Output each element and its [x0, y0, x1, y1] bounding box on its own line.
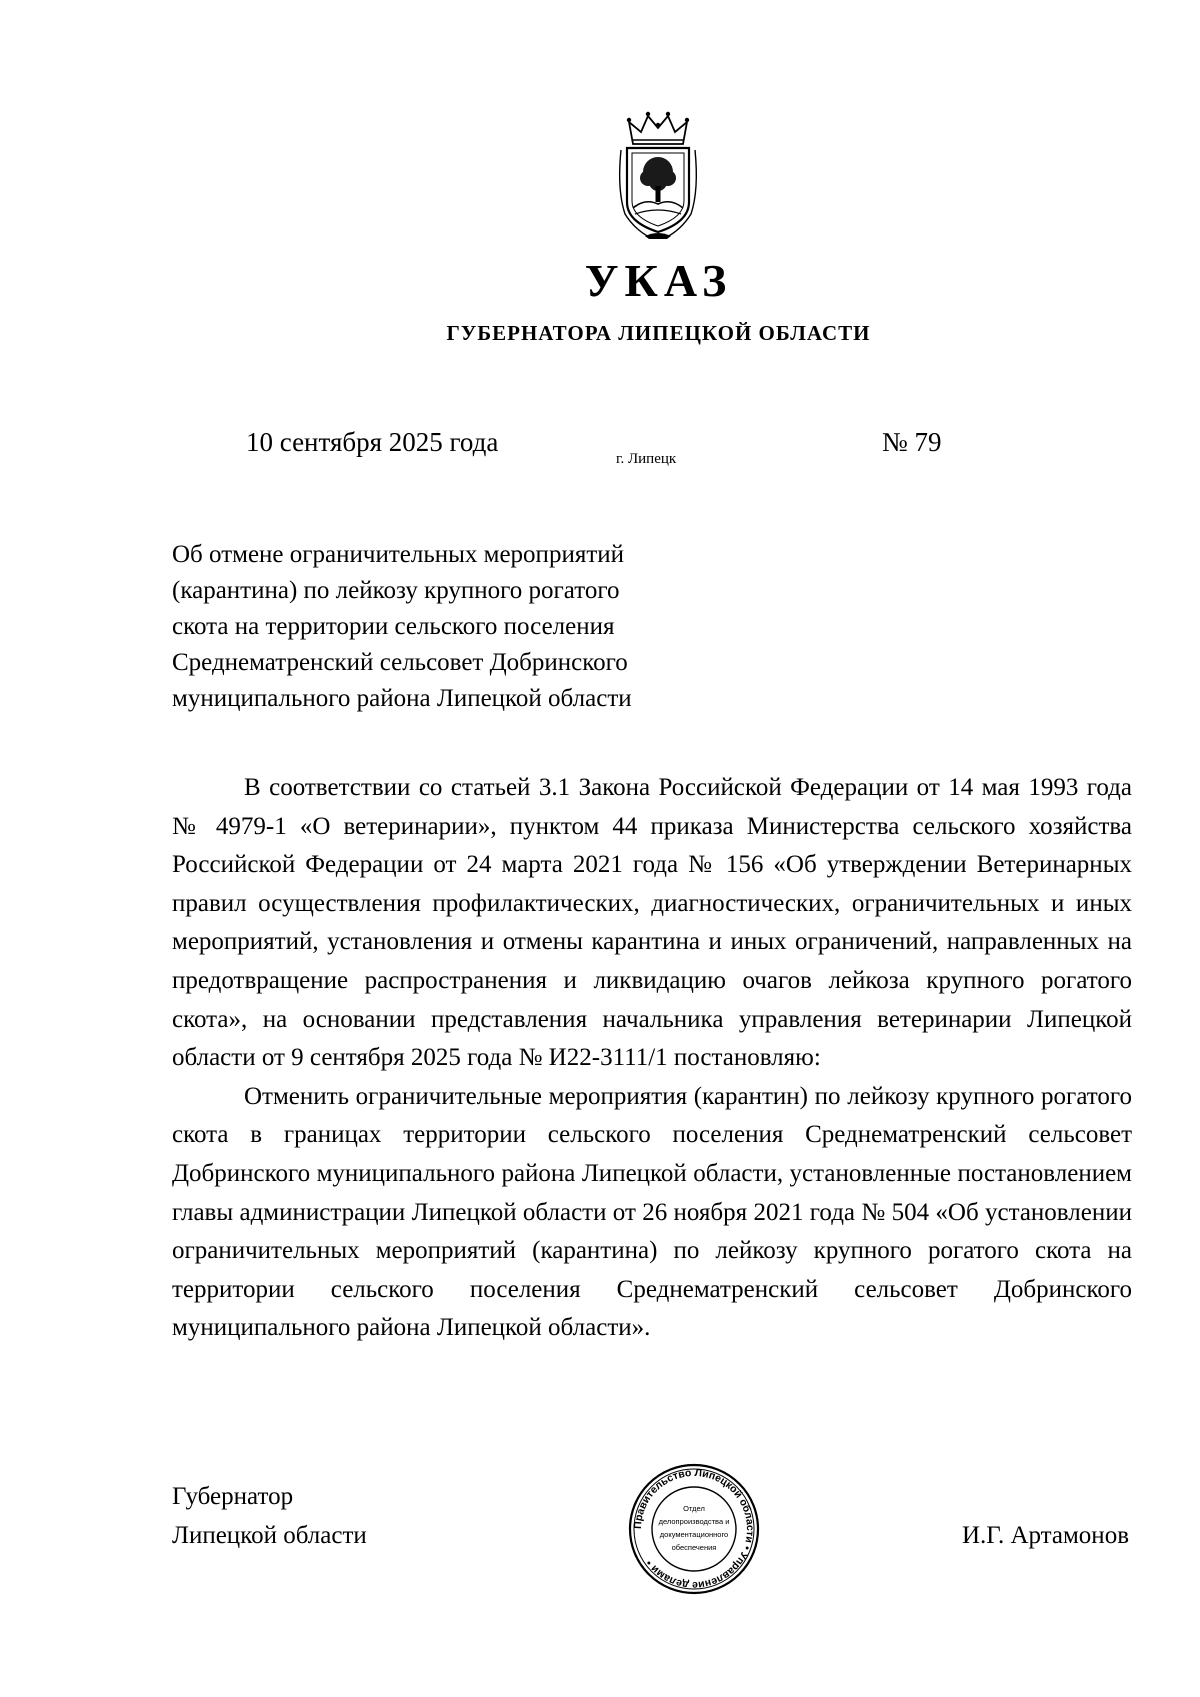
document-date: 10 сентября 2025 года [246, 427, 499, 457]
signatory-position [172, 1477, 367, 1555]
stamp-inner-line: обеспечения [671, 1543, 717, 1552]
body-paragraph-basis: В соответствии со статьей 3.1 Закона Российской Федерации от 14 мая 1993 года № 4979-1 «О ветеринарии», пунктом 44 приказа Министерства сельского хозяйства Российской Федерации от 24 марта 2021 года № 156 «Об утверждении Ветеринарных правил осуществления профилактических, диагностических, ограничительных и иных мероприятий, установления и отмены карантина и иных ограничений, направленных на предотвращение распространения и ликвидацию очагов лейкоза крупного рогатого скота», на основании представления начальника управления ветеринарии Липецкой области от 9 сентября 2025 года № И22-3111/1 постановляю: [172, 774, 1132, 1072]
document-title: УКАЗ [584, 255, 733, 306]
subject-line: (карантина) по лейкозу крупного рогатого [172, 577, 620, 604]
signatory-position-line: Губернатор [172, 1483, 294, 1510]
subject-line: Среднематренский сельсовет Добринского [172, 649, 628, 676]
stamp-inner-line: документационного [659, 1530, 729, 1539]
stamp-outer-text: Правительство Липецкой области • Управление делами • [631, 1466, 757, 1592]
coat-of-arms-icon [615, 110, 701, 240]
subject-line: Об отмене ограничительных мероприятий [172, 541, 625, 568]
document-city: г. Липецк [616, 451, 677, 467]
stamp-inner-line: делопроизводства и [658, 1517, 730, 1526]
svg-text:Правительство Липецкой области [632, 1467, 756, 1591]
document-number: № 79 [882, 427, 942, 457]
document-subtitle: ГУБЕРНАТОРА ЛИПЕЦКОЙ ОБЛАСТИ [446, 321, 871, 345]
document-subject [172, 537, 702, 717]
signatory-name: И.Г. Артамонов [962, 1522, 1129, 1549]
stamp-inner-line: Отдел [683, 1504, 705, 1513]
signatory-position-line: Липецкой области [172, 1522, 367, 1549]
document-body [172, 769, 1132, 1348]
subject-line: муниципального района Липецкой области [172, 685, 632, 712]
body-paragraph-resolution: Отменить ограничительные мероприятия (карантин) по лейкозу крупного рогатого скота в границах территории сельского поселения Среднематренский сельсовет Добринского муниципального района Липецкой области, установленные постановлением главы администрации Липецкой области от 26 ноября 2021 года № 504 «Об установлении ограничительных мероприятий (карантина) по лейкозу крупного рогатого скота на территории сельского поселения Среднематренский сельсовет Добринского муниципального района Липецкой области». [172, 1082, 1132, 1342]
seal-stamp-icon [626, 1461, 762, 1597]
subject-line: скота на территории сельского поселения [172, 613, 615, 640]
